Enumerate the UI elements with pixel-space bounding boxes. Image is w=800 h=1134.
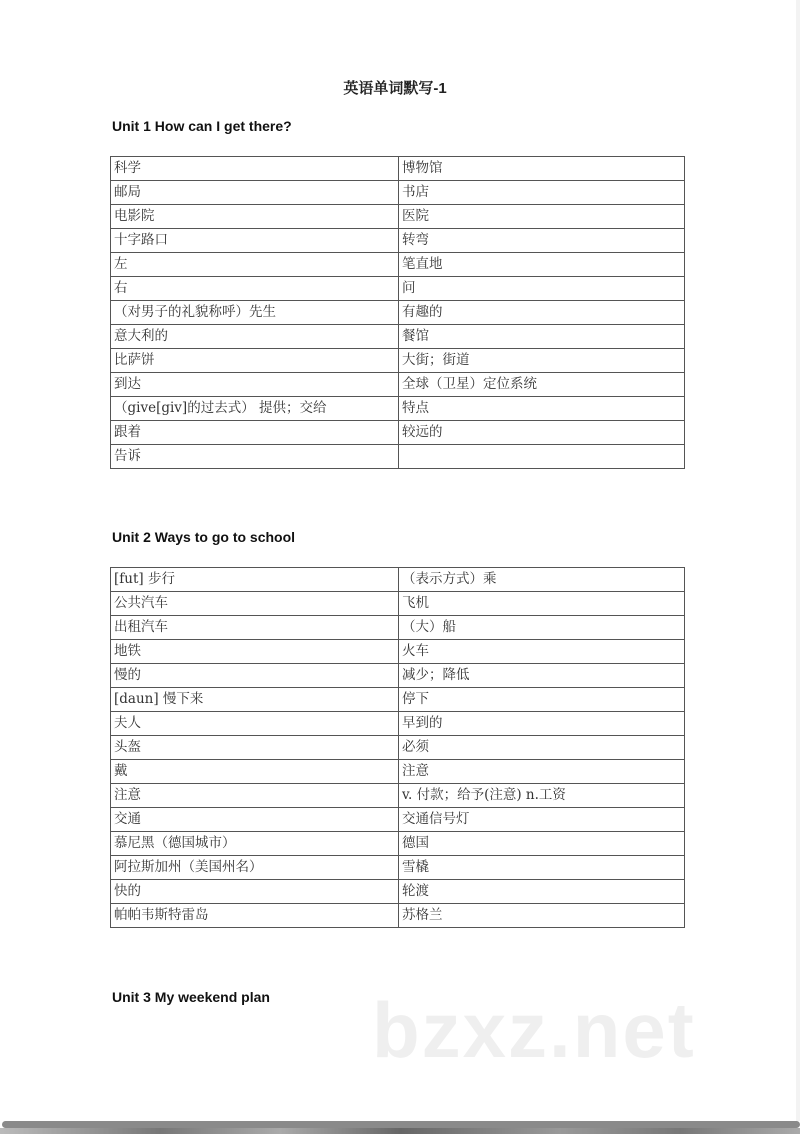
vocab-cell-left: [daun] 慢下来 [111, 688, 399, 712]
vocab-cell-left: 出租汽车 [111, 616, 399, 640]
table-row [111, 736, 685, 760]
document-title: 英语单词默写-1 [343, 80, 447, 97]
table-row [111, 229, 685, 253]
vocab-cell-left: 帕帕韦斯特雷岛 [111, 904, 399, 928]
vocab-cell-right: 必须 [399, 736, 685, 760]
vocab-cell-left: 告诉 [111, 445, 399, 469]
table-row [111, 592, 685, 616]
unit-1-vocab-table [110, 156, 685, 469]
vocab-cell-right: 轮渡 [399, 880, 685, 904]
table-row [111, 568, 685, 592]
table-row [111, 301, 685, 325]
vocab-cell-right: 博物馆 [399, 157, 685, 181]
vocab-cell-left: 慕尼黑（德国城市） [111, 832, 399, 856]
vocab-cell-left: （give[giv]的过去式） 提供；交给 [111, 397, 399, 421]
table-row [111, 616, 685, 640]
vocab-cell-right: 注意 [399, 760, 685, 784]
vocab-cell-left: 快的 [111, 880, 399, 904]
unit-2-heading: Unit 2 Ways to go to school [112, 529, 296, 545]
vocab-cell-left: 左 [111, 253, 399, 277]
vocab-cell-left: 公共汽车 [111, 592, 399, 616]
table-row [111, 856, 685, 880]
vocab-cell-left: 慢的 [111, 664, 399, 688]
horizontal-scrollbar[interactable] [2, 1121, 800, 1128]
vocab-cell-left: 阿拉斯加州（美国州名） [111, 856, 399, 880]
vocab-cell-left: 邮局 [111, 181, 399, 205]
vocab-cell-right: 餐馆 [399, 325, 685, 349]
table-row [111, 325, 685, 349]
vocab-cell-right: 全球（卫星）定位系统 [399, 373, 685, 397]
vocab-cell-left: 交通 [111, 808, 399, 832]
vocab-cell-right: 减少；降低 [399, 664, 685, 688]
vocab-cell-left: 地铁 [111, 640, 399, 664]
table-row [111, 664, 685, 688]
vocab-cell-left: 科学 [111, 157, 399, 181]
vocab-cell-right: 转弯 [399, 229, 685, 253]
table-row [111, 277, 685, 301]
table-row [111, 157, 685, 181]
vocab-cell-left: 右 [111, 277, 399, 301]
vocab-cell-right: 笔直地 [399, 253, 685, 277]
table-row [111, 205, 685, 229]
table-row [111, 904, 685, 928]
page-edge [796, 0, 800, 1121]
table-row [111, 421, 685, 445]
vocab-cell-left: 意大利的 [111, 325, 399, 349]
vocab-cell-right: v. 付款；给予(注意) n.工资 [399, 784, 685, 808]
table-row [111, 832, 685, 856]
table-row [111, 253, 685, 277]
vocab-cell-right: 较远的 [399, 421, 685, 445]
table-row [111, 880, 685, 904]
table-row [111, 349, 685, 373]
table-row [111, 373, 685, 397]
vocab-cell-left: 比萨饼 [111, 349, 399, 373]
vocab-cell-left: 戴 [111, 760, 399, 784]
vocab-cell-left: 电影院 [111, 205, 399, 229]
unit-1-heading: Unit 1 How can I get there? [112, 118, 292, 134]
vocab-cell-right: 苏格兰 [399, 904, 685, 928]
watermark: bzxz.net [372, 986, 696, 1074]
table-row [111, 808, 685, 832]
vocab-cell-right: 德国 [399, 832, 685, 856]
vocab-cell-left: （对男子的礼貌称呼）先生 [111, 301, 399, 325]
unit-2-vocab-table [110, 567, 685, 928]
vocab-cell-right: （表示方式）乘 [399, 568, 685, 592]
vocab-cell-right: 火车 [399, 640, 685, 664]
vocab-cell-right: 医院 [399, 205, 685, 229]
vocab-cell-left: 跟着 [111, 421, 399, 445]
vocab-cell-left: 十字路口 [111, 229, 399, 253]
vocab-cell-left: 夫人 [111, 712, 399, 736]
vocab-cell-right: 大街；街道 [399, 349, 685, 373]
vocab-cell-right: 停下 [399, 688, 685, 712]
table-row [111, 712, 685, 736]
vocab-cell-left: 头盔 [111, 736, 399, 760]
vocab-cell-left: [fut] 步行 [111, 568, 399, 592]
vocab-cell-right: 特点 [399, 397, 685, 421]
table-row [111, 181, 685, 205]
vocab-cell-left: 注意 [111, 784, 399, 808]
table-row [111, 760, 685, 784]
table-row [111, 445, 685, 469]
vocab-cell-right: （大）船 [399, 616, 685, 640]
vocab-cell-right: 问 [399, 277, 685, 301]
vocab-cell-right [399, 445, 685, 469]
vocab-cell-right: 有趣的 [399, 301, 685, 325]
vocab-cell-right: 交通信号灯 [399, 808, 685, 832]
vocab-cell-right: 飞机 [399, 592, 685, 616]
table-row [111, 640, 685, 664]
vocab-cell-left: 到达 [111, 373, 399, 397]
background-strip [0, 1128, 800, 1134]
vocab-cell-right: 雪橇 [399, 856, 685, 880]
vocab-cell-right: 书店 [399, 181, 685, 205]
unit-3-heading: Unit 3 My weekend plan [112, 989, 270, 1005]
table-row [111, 688, 685, 712]
table-row [111, 397, 685, 421]
vocab-cell-right: 早到的 [399, 712, 685, 736]
table-row [111, 784, 685, 808]
